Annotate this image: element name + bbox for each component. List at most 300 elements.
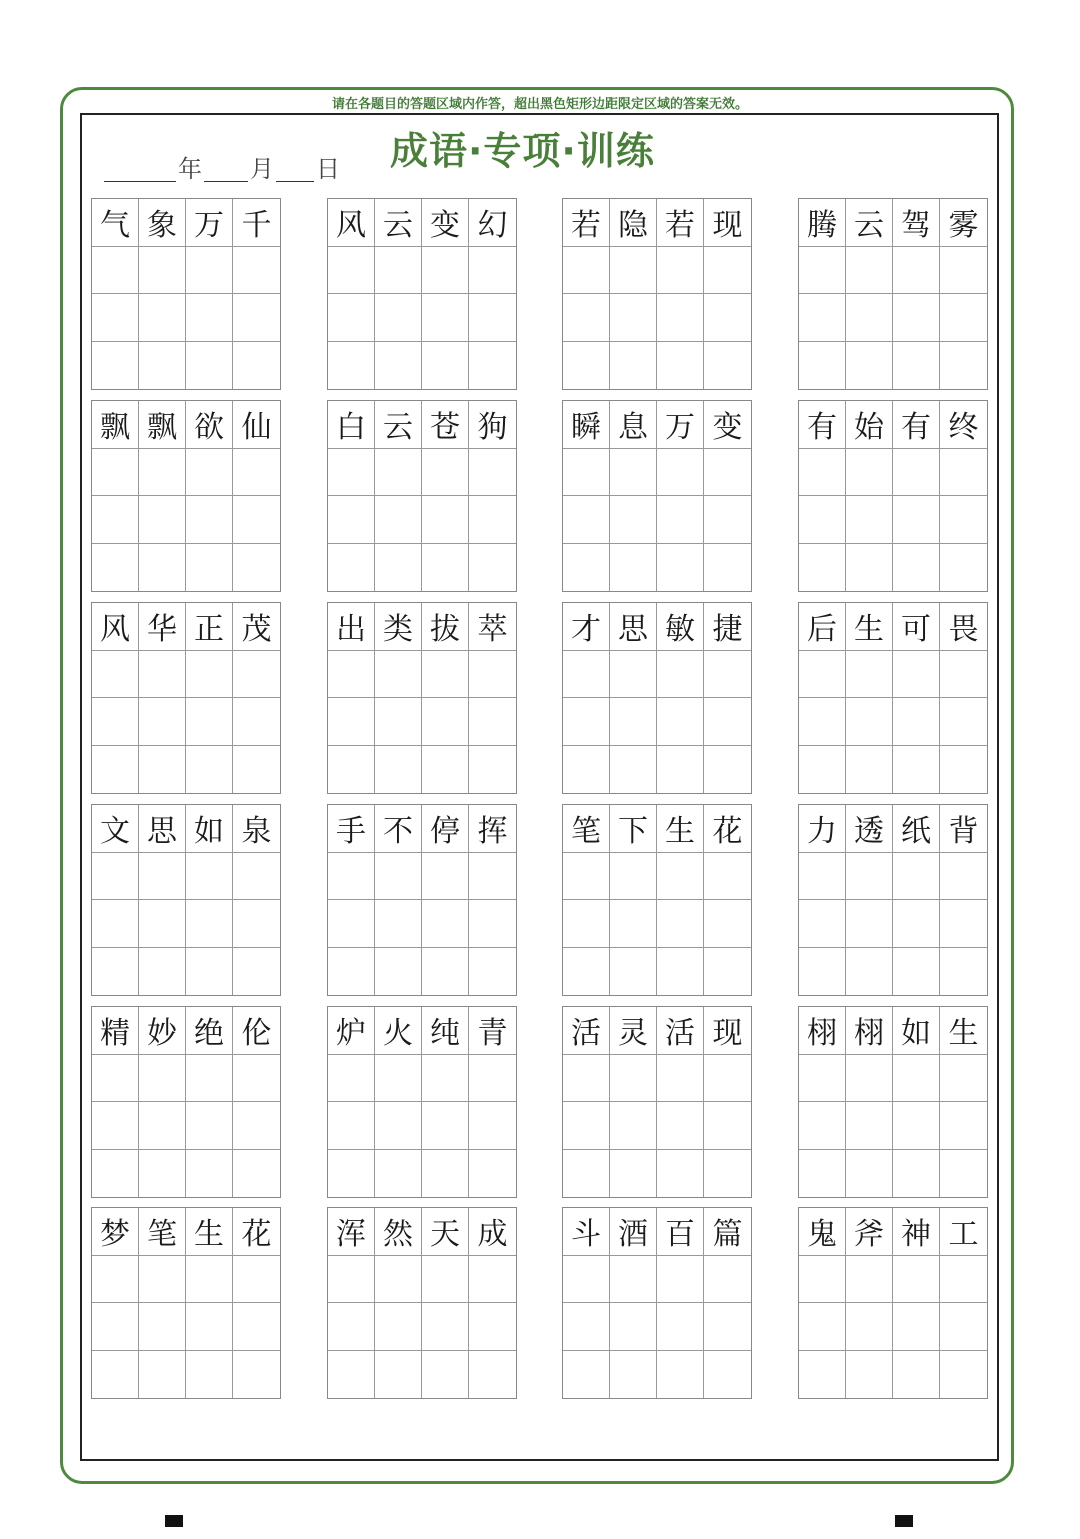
practice-cell[interactable] xyxy=(422,294,469,342)
practice-cell[interactable] xyxy=(893,247,940,295)
practice-cell[interactable] xyxy=(940,449,987,497)
practice-cell[interactable] xyxy=(186,1150,233,1198)
practice-cell[interactable] xyxy=(186,294,233,342)
practice-cell[interactable] xyxy=(92,1102,139,1150)
practice-cell[interactable] xyxy=(422,247,469,295)
practice-cell[interactable] xyxy=(893,1055,940,1103)
practice-cell[interactable] xyxy=(328,1055,375,1103)
practice-cell[interactable] xyxy=(610,1256,657,1304)
practice-cell[interactable] xyxy=(799,1351,846,1399)
practice-cell[interactable] xyxy=(233,1351,280,1399)
practice-cell[interactable] xyxy=(657,1303,704,1351)
practice-cell[interactable] xyxy=(657,247,704,295)
idiom-character: 炉 xyxy=(328,1007,375,1055)
practice-cell[interactable] xyxy=(375,1055,422,1103)
practice-cell[interactable] xyxy=(92,1150,139,1198)
practice-cell[interactable] xyxy=(610,247,657,295)
practice-cell[interactable] xyxy=(610,1102,657,1150)
practice-cell[interactable] xyxy=(186,900,233,948)
practice-cell[interactable] xyxy=(328,651,375,699)
practice-cell[interactable] xyxy=(704,342,751,390)
practice-cell[interactable] xyxy=(893,698,940,746)
idiom-character: 篇 xyxy=(704,1208,751,1256)
practice-cell[interactable] xyxy=(657,900,704,948)
practice-cell[interactable] xyxy=(563,449,610,497)
practice-cell[interactable] xyxy=(846,247,893,295)
practice-cell[interactable] xyxy=(469,1303,516,1351)
practice-cell[interactable] xyxy=(139,294,186,342)
practice-cell[interactable] xyxy=(469,746,516,794)
practice-cell[interactable] xyxy=(563,900,610,948)
practice-cell[interactable] xyxy=(846,1055,893,1103)
practice-cell[interactable] xyxy=(375,449,422,497)
practice-cell[interactable] xyxy=(563,1102,610,1150)
practice-cell[interactable] xyxy=(186,1055,233,1103)
idiom-character: 捷 xyxy=(704,603,751,651)
practice-cell[interactable] xyxy=(657,698,704,746)
practice-cell[interactable] xyxy=(328,247,375,295)
practice-cell[interactable] xyxy=(563,544,610,592)
practice-cell[interactable] xyxy=(469,698,516,746)
practice-cell[interactable] xyxy=(186,853,233,901)
practice-cell[interactable] xyxy=(940,1256,987,1304)
practice-cell[interactable] xyxy=(139,1150,186,1198)
practice-cell[interactable] xyxy=(233,1102,280,1150)
practice-cell[interactable] xyxy=(657,449,704,497)
practice-cell[interactable] xyxy=(233,651,280,699)
practice-cell[interactable] xyxy=(328,853,375,901)
practice-cell[interactable] xyxy=(846,900,893,948)
practice-cell[interactable] xyxy=(139,698,186,746)
practice-cell[interactable] xyxy=(893,1102,940,1150)
practice-cell[interactable] xyxy=(92,247,139,295)
practice-cell[interactable] xyxy=(186,1303,233,1351)
practice-cell[interactable] xyxy=(704,900,751,948)
practice-cell[interactable] xyxy=(469,449,516,497)
practice-cell[interactable] xyxy=(233,342,280,390)
practice-cell[interactable] xyxy=(422,1256,469,1304)
practice-cell[interactable] xyxy=(893,746,940,794)
practice-cell[interactable] xyxy=(422,651,469,699)
practice-cell[interactable] xyxy=(233,746,280,794)
practice-cell[interactable] xyxy=(657,1351,704,1399)
practice-cell[interactable] xyxy=(186,651,233,699)
practice-cell[interactable] xyxy=(846,746,893,794)
practice-cell[interactable] xyxy=(610,1055,657,1103)
practice-cell[interactable] xyxy=(893,294,940,342)
practice-cell[interactable] xyxy=(704,948,751,996)
practice-cell[interactable] xyxy=(186,342,233,390)
practice-cell[interactable] xyxy=(92,900,139,948)
practice-cell[interactable] xyxy=(563,1303,610,1351)
practice-cell[interactable] xyxy=(893,853,940,901)
practice-cell[interactable] xyxy=(375,342,422,390)
practice-cell[interactable] xyxy=(375,698,422,746)
practice-cell[interactable] xyxy=(422,853,469,901)
practice-cell[interactable] xyxy=(375,1102,422,1150)
practice-cell[interactable] xyxy=(610,342,657,390)
practice-cell[interactable] xyxy=(657,544,704,592)
practice-cell[interactable] xyxy=(233,900,280,948)
practice-cell[interactable] xyxy=(139,853,186,901)
practice-cell[interactable] xyxy=(233,1055,280,1103)
practice-cell[interactable] xyxy=(139,342,186,390)
practice-cell[interactable] xyxy=(233,1256,280,1304)
practice-cell[interactable] xyxy=(846,449,893,497)
practice-cell[interactable] xyxy=(704,1256,751,1304)
practice-cell[interactable] xyxy=(186,544,233,592)
practice-cell[interactable] xyxy=(92,544,139,592)
practice-cell[interactable] xyxy=(940,698,987,746)
practice-cell[interactable] xyxy=(233,544,280,592)
practice-cell[interactable] xyxy=(704,853,751,901)
practice-cell[interactable] xyxy=(799,900,846,948)
practice-cell[interactable] xyxy=(563,746,610,794)
practice-cell[interactable] xyxy=(940,342,987,390)
practice-cell[interactable] xyxy=(610,746,657,794)
practice-cell[interactable] xyxy=(233,449,280,497)
idiom-character: 下 xyxy=(610,805,657,853)
practice-cell[interactable] xyxy=(139,1303,186,1351)
practice-cell[interactable] xyxy=(704,294,751,342)
practice-cell[interactable] xyxy=(704,1102,751,1150)
practice-cell[interactable] xyxy=(799,1256,846,1304)
practice-cell[interactable] xyxy=(422,900,469,948)
practice-cell[interactable] xyxy=(704,1303,751,1351)
practice-cell[interactable] xyxy=(469,900,516,948)
practice-cell[interactable] xyxy=(328,746,375,794)
practice-cell[interactable] xyxy=(893,342,940,390)
practice-cell[interactable] xyxy=(940,544,987,592)
practice-cell[interactable] xyxy=(139,544,186,592)
practice-cell[interactable] xyxy=(92,1256,139,1304)
practice-cell[interactable] xyxy=(846,1303,893,1351)
practice-cell[interactable] xyxy=(469,342,516,390)
practice-cell[interactable] xyxy=(893,651,940,699)
practice-cell[interactable] xyxy=(610,544,657,592)
practice-cell[interactable] xyxy=(799,294,846,342)
practice-cell[interactable] xyxy=(940,1102,987,1150)
practice-cell[interactable] xyxy=(422,1303,469,1351)
practice-cell[interactable] xyxy=(422,1055,469,1103)
practice-cell[interactable] xyxy=(139,1256,186,1304)
practice-cell[interactable] xyxy=(469,948,516,996)
practice-cell[interactable] xyxy=(940,1150,987,1198)
practice-cell[interactable] xyxy=(422,496,469,544)
practice-cell[interactable] xyxy=(846,1351,893,1399)
practice-cell[interactable] xyxy=(610,294,657,342)
idiom-block xyxy=(91,400,281,592)
practice-cell[interactable] xyxy=(328,1303,375,1351)
practice-cell[interactable] xyxy=(799,746,846,794)
practice-cell[interactable] xyxy=(704,1351,751,1399)
day-blank[interactable] xyxy=(276,155,314,182)
practice-cell[interactable] xyxy=(186,948,233,996)
practice-cell[interactable] xyxy=(233,948,280,996)
practice-cell[interactable] xyxy=(893,1351,940,1399)
practice-cell[interactable] xyxy=(799,948,846,996)
practice-cell[interactable] xyxy=(375,651,422,699)
practice-cell[interactable] xyxy=(657,342,704,390)
practice-cell[interactable] xyxy=(469,1256,516,1304)
practice-cell[interactable] xyxy=(422,1102,469,1150)
practice-cell[interactable] xyxy=(563,496,610,544)
practice-cell[interactable] xyxy=(233,1303,280,1351)
practice-cell[interactable] xyxy=(893,544,940,592)
practice-cell[interactable] xyxy=(563,342,610,390)
practice-cell[interactable] xyxy=(940,1055,987,1103)
practice-cell[interactable] xyxy=(233,496,280,544)
practice-cell[interactable] xyxy=(657,496,704,544)
practice-cell[interactable] xyxy=(469,294,516,342)
practice-cell[interactable] xyxy=(469,1351,516,1399)
practice-cell[interactable] xyxy=(799,247,846,295)
practice-cell[interactable] xyxy=(422,746,469,794)
practice-cell[interactable] xyxy=(328,1351,375,1399)
practice-cell[interactable] xyxy=(469,544,516,592)
practice-cell[interactable] xyxy=(846,342,893,390)
practice-cell[interactable] xyxy=(92,948,139,996)
practice-cell[interactable] xyxy=(799,1303,846,1351)
practice-cell[interactable] xyxy=(893,496,940,544)
practice-cell[interactable] xyxy=(328,294,375,342)
practice-cell[interactable] xyxy=(422,698,469,746)
practice-cell[interactable] xyxy=(704,746,751,794)
practice-cell[interactable] xyxy=(422,1351,469,1399)
practice-cell[interactable] xyxy=(422,449,469,497)
practice-cell[interactable] xyxy=(375,948,422,996)
practice-cell[interactable] xyxy=(563,651,610,699)
practice-cell[interactable] xyxy=(799,1055,846,1103)
practice-cell[interactable] xyxy=(469,853,516,901)
practice-cell[interactable] xyxy=(704,449,751,497)
practice-cell[interactable] xyxy=(893,1303,940,1351)
practice-cell[interactable] xyxy=(233,294,280,342)
practice-cell[interactable] xyxy=(846,698,893,746)
practice-cell[interactable] xyxy=(139,1102,186,1150)
practice-cell[interactable] xyxy=(893,900,940,948)
practice-cell[interactable] xyxy=(469,496,516,544)
idiom-character: 挥 xyxy=(469,805,516,853)
practice-cell[interactable] xyxy=(610,1351,657,1399)
practice-cell[interactable] xyxy=(233,698,280,746)
practice-cell[interactable] xyxy=(139,746,186,794)
practice-cell[interactable] xyxy=(940,496,987,544)
practice-cell[interactable] xyxy=(704,651,751,699)
practice-cell[interactable] xyxy=(375,294,422,342)
practice-cell[interactable] xyxy=(92,496,139,544)
practice-cell[interactable] xyxy=(139,900,186,948)
practice-cell[interactable] xyxy=(893,948,940,996)
practice-cell[interactable] xyxy=(563,294,610,342)
practice-cell[interactable] xyxy=(375,853,422,901)
practice-cell[interactable] xyxy=(704,1055,751,1103)
practice-cell[interactable] xyxy=(375,1256,422,1304)
practice-cell[interactable] xyxy=(92,698,139,746)
practice-cell[interactable] xyxy=(186,698,233,746)
practice-cell[interactable] xyxy=(846,1102,893,1150)
practice-cell[interactable] xyxy=(799,651,846,699)
practice-cell[interactable] xyxy=(657,1150,704,1198)
practice-cell[interactable] xyxy=(469,1055,516,1103)
practice-cell[interactable] xyxy=(186,746,233,794)
practice-cell[interactable] xyxy=(375,247,422,295)
practice-cell[interactable] xyxy=(893,1256,940,1304)
practice-cell[interactable] xyxy=(799,342,846,390)
practice-cell[interactable] xyxy=(328,1256,375,1304)
practice-cell[interactable] xyxy=(328,698,375,746)
practice-cell[interactable] xyxy=(186,1102,233,1150)
practice-cell[interactable] xyxy=(893,449,940,497)
practice-cell[interactable] xyxy=(422,948,469,996)
practice-cell[interactable] xyxy=(610,496,657,544)
practice-cell[interactable] xyxy=(328,342,375,390)
practice-cell[interactable] xyxy=(563,853,610,901)
practice-cell[interactable] xyxy=(657,948,704,996)
month-blank[interactable] xyxy=(204,155,248,182)
practice-cell[interactable] xyxy=(940,247,987,295)
practice-cell[interactable] xyxy=(328,1102,375,1150)
practice-cell[interactable] xyxy=(139,247,186,295)
practice-cell[interactable] xyxy=(563,1150,610,1198)
practice-cell[interactable] xyxy=(657,651,704,699)
practice-cell[interactable] xyxy=(469,247,516,295)
practice-cell[interactable] xyxy=(469,651,516,699)
practice-cell[interactable] xyxy=(657,1256,704,1304)
practice-cell[interactable] xyxy=(940,294,987,342)
practice-cell[interactable] xyxy=(610,698,657,746)
practice-cell[interactable] xyxy=(940,651,987,699)
practice-cell[interactable] xyxy=(610,948,657,996)
practice-cell[interactable] xyxy=(799,544,846,592)
practice-cell[interactable] xyxy=(799,698,846,746)
practice-cell[interactable] xyxy=(139,651,186,699)
practice-cell[interactable] xyxy=(186,1351,233,1399)
practice-cell[interactable] xyxy=(92,1055,139,1103)
practice-cell[interactable] xyxy=(139,948,186,996)
practice-cell[interactable] xyxy=(846,544,893,592)
practice-cell[interactable] xyxy=(375,1150,422,1198)
practice-cell[interactable] xyxy=(233,1150,280,1198)
practice-cell[interactable] xyxy=(233,247,280,295)
practice-cell[interactable] xyxy=(563,1055,610,1103)
practice-cell[interactable] xyxy=(328,449,375,497)
practice-cell[interactable] xyxy=(186,496,233,544)
practice-cell[interactable] xyxy=(893,1150,940,1198)
practice-cell[interactable] xyxy=(846,651,893,699)
practice-cell[interactable] xyxy=(375,746,422,794)
practice-cell[interactable] xyxy=(940,1351,987,1399)
idiom-character: 飘 xyxy=(139,401,186,449)
practice-cell[interactable] xyxy=(186,449,233,497)
practice-cell[interactable] xyxy=(940,746,987,794)
practice-cell[interactable] xyxy=(375,1351,422,1399)
practice-cell[interactable] xyxy=(139,1351,186,1399)
practice-cell[interactable] xyxy=(328,900,375,948)
practice-cell[interactable] xyxy=(846,294,893,342)
idiom-character: 息 xyxy=(610,401,657,449)
practice-cell[interactable] xyxy=(92,294,139,342)
practice-cell[interactable] xyxy=(940,948,987,996)
practice-cell[interactable] xyxy=(186,1256,233,1304)
practice-cell[interactable] xyxy=(846,853,893,901)
year-blank[interactable] xyxy=(104,155,176,182)
practice-cell[interactable] xyxy=(563,1351,610,1399)
practice-cell[interactable] xyxy=(940,853,987,901)
practice-cell[interactable] xyxy=(704,1150,751,1198)
practice-cell[interactable] xyxy=(657,1102,704,1150)
practice-cell[interactable] xyxy=(940,1303,987,1351)
practice-cell[interactable] xyxy=(328,1150,375,1198)
practice-cell[interactable] xyxy=(563,948,610,996)
practice-cell[interactable] xyxy=(186,247,233,295)
practice-cell[interactable] xyxy=(92,449,139,497)
practice-cell[interactable] xyxy=(846,948,893,996)
practice-cell[interactable] xyxy=(328,544,375,592)
practice-cell[interactable] xyxy=(92,651,139,699)
practice-cell[interactable] xyxy=(657,746,704,794)
practice-cell[interactable] xyxy=(375,1303,422,1351)
practice-cell[interactable] xyxy=(422,544,469,592)
practice-cell[interactable] xyxy=(610,1303,657,1351)
practice-cell[interactable] xyxy=(139,496,186,544)
practice-cell[interactable] xyxy=(92,342,139,390)
practice-cell[interactable] xyxy=(469,1150,516,1198)
practice-cell[interactable] xyxy=(92,853,139,901)
idiom-character: 变 xyxy=(422,199,469,247)
practice-cell[interactable] xyxy=(422,1150,469,1198)
practice-cell[interactable] xyxy=(375,496,422,544)
practice-cell[interactable] xyxy=(846,1150,893,1198)
practice-cell[interactable] xyxy=(139,449,186,497)
practice-cell[interactable] xyxy=(610,1150,657,1198)
practice-cell[interactable] xyxy=(92,1351,139,1399)
practice-cell[interactable] xyxy=(704,496,751,544)
practice-cell[interactable] xyxy=(610,853,657,901)
practice-cell[interactable] xyxy=(139,1055,186,1103)
practice-cell[interactable] xyxy=(92,1303,139,1351)
practice-cell[interactable] xyxy=(799,853,846,901)
practice-cell[interactable] xyxy=(563,247,610,295)
practice-cell[interactable] xyxy=(704,247,751,295)
practice-cell[interactable] xyxy=(799,1102,846,1150)
practice-cell[interactable] xyxy=(375,900,422,948)
practice-cell[interactable] xyxy=(610,651,657,699)
practice-cell[interactable] xyxy=(704,698,751,746)
practice-cell[interactable] xyxy=(610,449,657,497)
practice-cell[interactable] xyxy=(657,853,704,901)
practice-cell[interactable] xyxy=(563,698,610,746)
practice-cell[interactable] xyxy=(610,900,657,948)
practice-cell[interactable] xyxy=(846,1256,893,1304)
practice-cell[interactable] xyxy=(704,544,751,592)
practice-cell[interactable] xyxy=(92,746,139,794)
practice-cell[interactable] xyxy=(940,900,987,948)
practice-cell[interactable] xyxy=(328,496,375,544)
practice-cell[interactable] xyxy=(657,294,704,342)
practice-cell[interactable] xyxy=(657,1055,704,1103)
practice-cell[interactable] xyxy=(799,1150,846,1198)
practice-cell[interactable] xyxy=(799,449,846,497)
practice-cell[interactable] xyxy=(422,342,469,390)
practice-cell[interactable] xyxy=(846,496,893,544)
practice-cell[interactable] xyxy=(328,948,375,996)
practice-cell[interactable] xyxy=(233,853,280,901)
practice-cell[interactable] xyxy=(375,544,422,592)
practice-cell[interactable] xyxy=(799,496,846,544)
practice-cell[interactable] xyxy=(469,1102,516,1150)
practice-cell[interactable] xyxy=(563,1256,610,1304)
